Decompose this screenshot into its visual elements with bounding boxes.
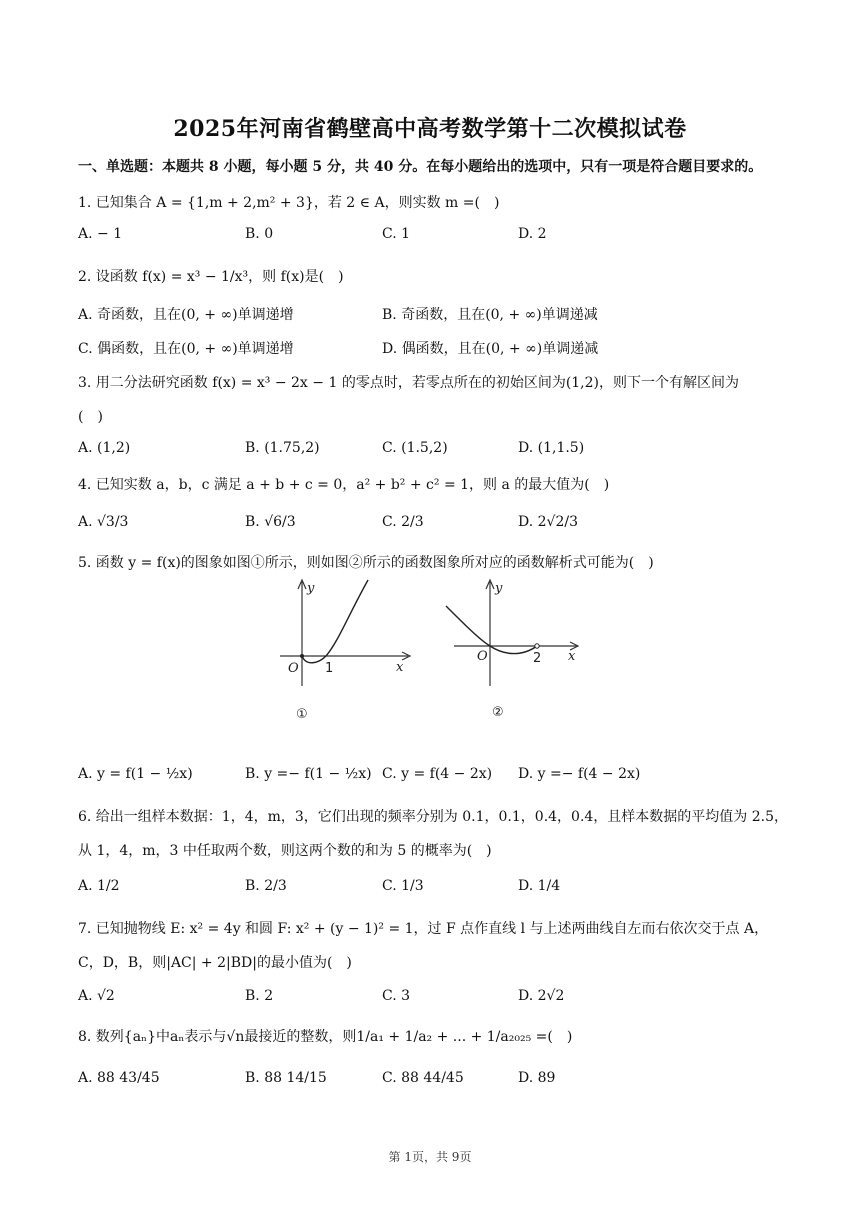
q4-option-d: D. 2√2/3: [518, 514, 578, 530]
q8-option-b: B. 88 14/15: [245, 1070, 327, 1086]
fig2-tick: 2: [533, 651, 542, 666]
fig1-axis-y: y: [307, 581, 315, 596]
figure-1: [270, 576, 420, 726]
fig2-axis-x: x: [568, 649, 576, 664]
fig2-axis-y: y: [495, 581, 503, 596]
question-1-stem: 1. 已知集合 A = {1,m + 2,m² + 3}，若 2 ∈ A，则实数 m =( ): [78, 195, 500, 211]
question-7-stem: 7. 已知抛物线 E: x² = 4y 和圆 F: x² + (y − 1)² = 1，过 F 点作直线 l 与上述两曲线自左而右依次交于点 A，: [78, 921, 769, 937]
q3-option-c: C. (1.5,2): [382, 440, 448, 456]
fig2-caption: ②: [492, 705, 504, 716]
q4-option-b: B. √6/3: [245, 514, 296, 530]
fig2-origin: O: [477, 649, 488, 664]
q3-option-d: D. (1,1.5): [518, 440, 585, 456]
fig1-axis-x: x: [396, 660, 404, 675]
section-heading: 一、单选题：本题共 8 小题，每小题 5 分，共 40 分。在每小题给出的选项中，只有一项是符合题目要求的。: [78, 159, 763, 175]
q7-option-a: A. √2: [78, 988, 115, 1004]
q6-option-d: D. 1/4: [518, 878, 561, 894]
q2-option-a: A. 奇函数，且在(0, + ∞)单调递增: [78, 307, 294, 323]
fig1-origin: O: [288, 661, 299, 676]
question-4-stem: 4. 已知实数 a，b，c 满足 a + b + c = 0，a² + b² + c² = 1，则 a 的最大值为( ): [78, 477, 610, 493]
question-8-stem: 8. 数列{aₙ}中aₙ表示与√n最接近的整数，则1/a₁ + 1/a₂ + ... + 1/a₂₀₂₅ =( ): [78, 1029, 573, 1045]
q5-option-a: A. y = f(1 − ½x): [78, 766, 193, 782]
q4-option-a: A. √3/3: [78, 514, 129, 530]
question-6-stem: 6. 给出一组样本数据：1，4，m，3，它们出现的频率分别为 0.1，0.1，0.4，0.4，且样本数据的平均值为 2.5，: [78, 809, 789, 825]
q2-option-b: B. 奇函数，且在(0, + ∞)单调递减: [382, 307, 598, 323]
q5-option-c: C. y = f(4 − 2x): [382, 766, 493, 782]
q4-option-c: C. 2/3: [382, 514, 424, 530]
q8-option-d: D. 89: [518, 1070, 556, 1086]
q1-option-a: A. − 1: [78, 226, 123, 242]
q3-option-a: A. (1,2): [78, 440, 131, 456]
q7-option-c: C. 3: [382, 988, 411, 1004]
q8-option-c: C. 88 44/45: [382, 1070, 464, 1086]
q2-option-c: C. 偶函数，且在(0, + ∞)单调递增: [78, 341, 294, 357]
fig1-caption: ①: [296, 707, 308, 722]
q6-option-b: B. 2/3: [245, 878, 287, 894]
q6-option-c: C. 1/3: [382, 878, 424, 894]
q7-option-d: D. 2√2: [518, 988, 565, 1004]
fig1-tick: 1: [325, 661, 334, 676]
question-3-stem-cont: ( ): [78, 409, 103, 425]
figure-2: [440, 576, 590, 716]
q5-option-b: B. y =− f(1 − ½x): [245, 766, 372, 782]
q5-option-d: D. y =− f(4 − 2x): [518, 766, 641, 782]
question-2-stem: 2. 设函数 f(x) = x³ − 1/x³，则 f(x)是( ): [78, 269, 344, 285]
q2-option-d: D. 偶函数，且在(0, + ∞)单调递减: [382, 341, 599, 357]
question-7-stem-cont: C，D，B，则|AC| + 2|BD|的最小值为( ): [78, 955, 352, 971]
question-6-stem-cont: 从 1，4，m，3 中任取两个数，则这两个数的和为 5 的概率为( ): [78, 843, 492, 859]
page-title: 2025年河南省鹤壁高中高考数学第十二次模拟试卷: [173, 116, 687, 142]
page-footer: 第 1页，共 9页: [388, 1150, 472, 1164]
q1-option-d: D. 2: [518, 226, 547, 242]
q7-option-b: B. 2: [245, 988, 274, 1004]
q8-option-a: A. 88 43/45: [78, 1070, 160, 1086]
q3-option-b: B. (1.75,2): [245, 440, 320, 456]
q1-option-c: C. 1: [382, 226, 411, 242]
question-3-stem: 3. 用二分法研究函数 f(x) = x³ − 2x − 1 的零点时，若零点所在的初始区间为(1,2)，则下一个有解区间为: [78, 375, 740, 391]
question-5-stem: 5. 函数 y = f(x)的图象如图①所示，则如图②所示的函数图象所对应的函数解析式可能为( ): [78, 555, 654, 571]
q1-option-b: B. 0: [245, 226, 274, 242]
q6-option-a: A. 1/2: [78, 878, 120, 894]
